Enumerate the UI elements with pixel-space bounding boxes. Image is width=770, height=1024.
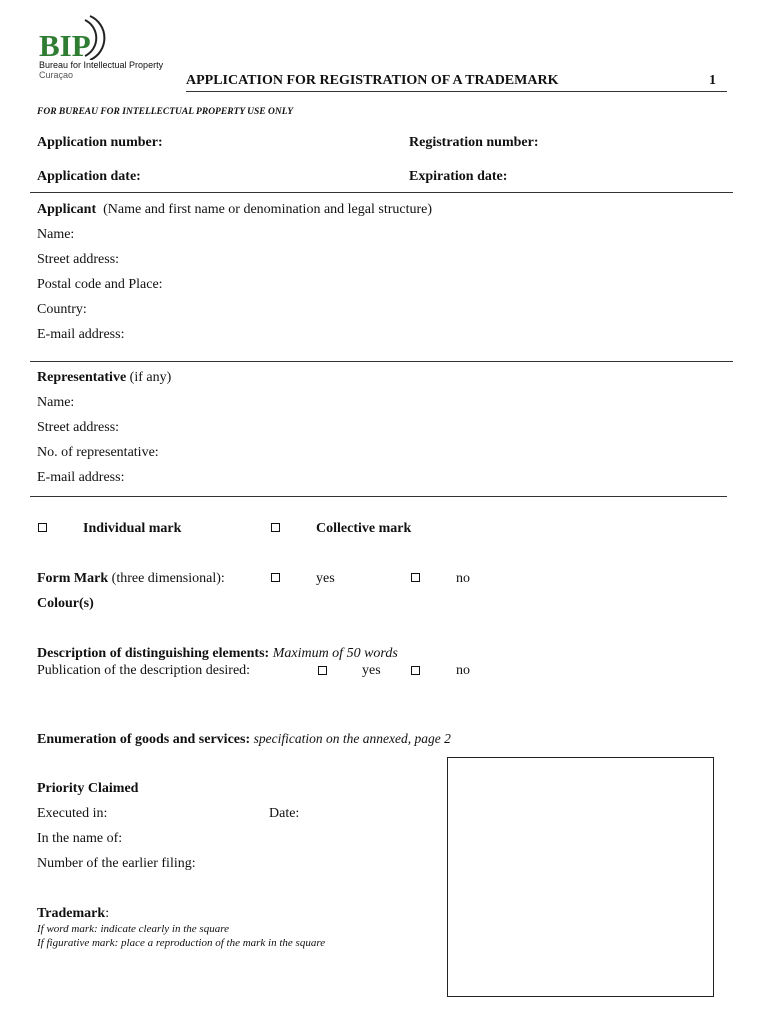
application-number-label: Application number:	[37, 135, 163, 150]
registration-number-label: Registration number:	[409, 135, 539, 150]
form-mark-yes-label: yes	[316, 571, 335, 586]
collective-mark-label: Collective mark	[316, 521, 412, 536]
logo-letters: BIP	[39, 28, 91, 60]
form-mark-note: (three dimensional):	[111, 571, 225, 586]
publication-no-checkbox[interactable]	[411, 666, 420, 675]
enumeration-row	[37, 731, 451, 748]
publication-yes-checkbox[interactable]	[318, 666, 327, 675]
applicant-email-label: E-mail address:	[37, 327, 125, 342]
collective-mark-checkbox[interactable]	[271, 523, 280, 532]
representative-divider	[30, 496, 727, 497]
trademark-heading-row	[37, 906, 109, 922]
enumeration-label: Enumeration of goods and services:	[37, 732, 251, 747]
priority-executed-label: Executed in:	[37, 806, 108, 821]
form-mark-no-checkbox[interactable]	[411, 573, 420, 582]
logo-line-2: Curaçao	[39, 70, 74, 80]
trademark-reproduction-box[interactable]	[447, 757, 714, 997]
form-mark-yes-checkbox[interactable]	[271, 573, 280, 582]
logo	[38, 12, 188, 82]
representative-number-label: No. of representative:	[37, 445, 159, 460]
publication-yes-label: yes	[362, 663, 381, 678]
representative-street-label: Street address:	[37, 420, 120, 435]
form-mark-row	[37, 571, 225, 587]
applicant-street-label: Street address:	[37, 252, 120, 267]
individual-mark-checkbox[interactable]	[38, 523, 47, 532]
applicant-heading-row	[37, 202, 432, 218]
form-mark-no-label: no	[456, 571, 470, 586]
application-date-label: Application date:	[37, 169, 141, 184]
form-mark-label: Form Mark	[37, 571, 109, 586]
trademark-word-note: If word mark: indicate clearly in the square	[37, 923, 229, 935]
priority-heading: Priority Claimed	[37, 781, 139, 796]
trademark-colon: :	[105, 906, 110, 921]
logo-graphic	[38, 12, 118, 60]
priority-name-label: In the name of:	[37, 831, 123, 846]
representative-note: (if any)	[129, 370, 172, 385]
publication-no-label: no	[456, 663, 470, 678]
header-divider	[186, 91, 727, 92]
description-label: Description of distinguishing elements:	[37, 646, 270, 661]
colours-label: Colour(s)	[37, 596, 94, 611]
representative-name-label: Name:	[37, 395, 75, 410]
page-title: APPLICATION FOR REGISTRATION OF A TRADEMARK	[186, 73, 559, 88]
office-use-label: FOR BUREAU FOR INTELLECTUAL PROPERTY USE ONLY	[37, 107, 293, 117]
applicant-postal-label: Postal code and Place:	[37, 277, 163, 292]
applicant-divider	[30, 361, 733, 362]
enumeration-note: specification on the annexed, page 2	[253, 731, 451, 746]
representative-heading: Representative	[37, 370, 127, 385]
logo-line-1: Bureau for Intellectual Property	[39, 60, 164, 70]
publication-label: Publication of the description desired:	[37, 663, 251, 678]
applicant-name-label: Name:	[37, 227, 75, 242]
office-use-divider	[30, 192, 733, 193]
individual-mark-label: Individual mark	[83, 521, 182, 536]
description-row	[37, 646, 398, 662]
priority-date-label: Date:	[269, 806, 300, 821]
trademark-figurative-note: If figurative mark: place a reproduction of the mark in the square	[37, 937, 326, 949]
expiration-date-label: Expiration date:	[409, 169, 508, 184]
applicant-note: (Name and first name or denomination and legal structure)	[103, 202, 433, 217]
applicant-heading: Applicant	[37, 202, 97, 217]
trademark-heading: Trademark	[37, 906, 106, 921]
representative-email-label: E-mail address:	[37, 470, 125, 485]
description-note: Maximum of 50 words	[272, 646, 398, 661]
page-number: 1	[709, 73, 716, 88]
applicant-country-label: Country:	[37, 302, 87, 317]
representative-heading-row	[37, 370, 171, 386]
priority-earlier-filing-label: Number of the earlier filing:	[37, 856, 196, 871]
